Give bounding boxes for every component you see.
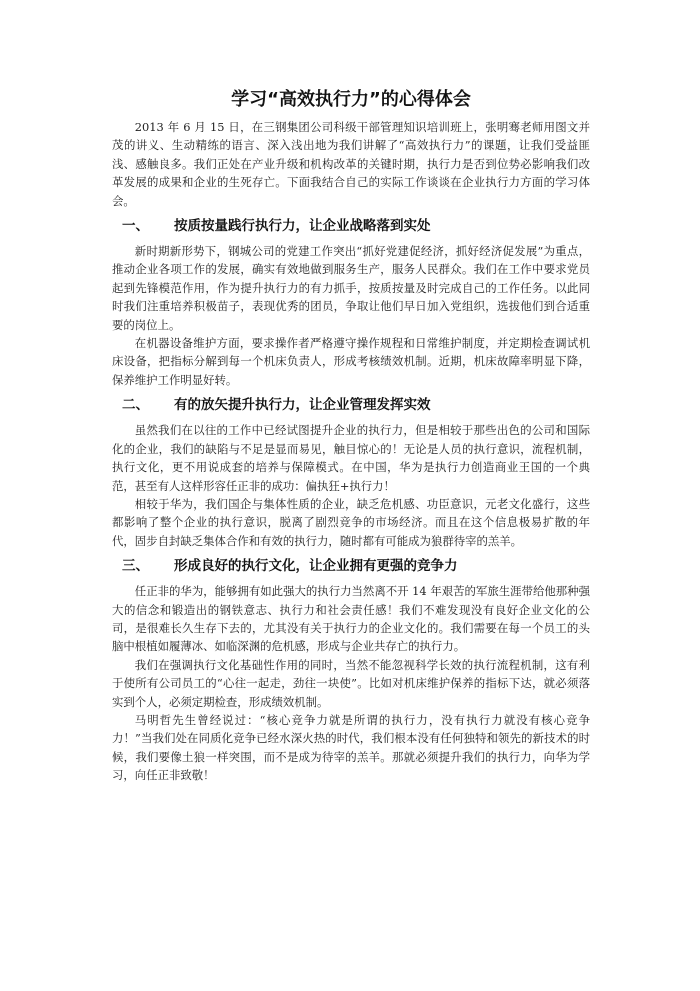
section-heading-text: 形成良好的执行文化，让企业拥有更强的竞争力 — [174, 558, 458, 575]
section-heading-text: 有的放矢提升执行力，让企业管理发挥实效 — [174, 397, 431, 414]
section-paragraph: 虽然我们在以往的工作中已经试图提升企业的执行力，但是相较于那些出色的公司和国际化的企业，我们的缺陷与不足是显而易见，触目惊心的！无论是人员的执行意识，流程机制，执行文化，更不用说成套的培养与保障模式。在中国，华为是执行力创造商业王国的一个典范，甚至有人这样形容任正非的成功：偏执狂+执行力！ — [112, 423, 590, 493]
section-paragraph: 在机器设备维护方面，要求操作者严格遵守操作规程和日常维护制度，并定期检查调试机床设备，把指标分解到每一个机床负责人，形成考核绩效机制。近期，机床故障率明显下降，保养维护工作明显好转。 — [112, 336, 590, 387]
section-paragraph: 马明哲先生曾经说过：“核心竞争力就是所谓的执行力，没有执行力就没有核心竞争力！”当我们处在同质化竞争已经水深火热的时代，我们根本没有任何独特和领先的新技术的时候，我们要像土狼一样突围，而不是成为待宰的羔羊。那就必须提升我们的执行力，向华为学习，向任正非致敬！ — [112, 712, 590, 783]
document-title: 学习“高效执行力”的心得体会 — [231, 89, 471, 110]
section-heading-3 — [122, 556, 590, 576]
section-heading-2 — [122, 395, 590, 415]
section-number: 二、 — [122, 397, 149, 414]
intro-paragraph: 2013 年 6 月 15 日，在三钢集团公司科级干部管理知识培训班上，张明骞老师用图文并茂的讲义、生动精练的语言、深入浅出地为我们讲解了“高效执行力”的课题，让我们受益匪浅、感触良多。我们正处在产业升级和机构改革的关键时期，执行力是否到位势必影响我们改革发展的成果和企业的生死存亡。下面我结合自己的实际工作谈谈在企业执行力方面的学习体会。 — [112, 120, 590, 208]
section-paragraph: 任正非的华为，能够拥有如此强大的执行力当然离不开 14 年艰苦的军旅生涯带给他那种强大的信念和锻造出的钢铁意志、执行力和社会责任感！我们不难发现没有良好企业文化的公司，是很难长久生存下去的，尤其没有关于执行力的企业文化的。我们需要在每一个员工的头脑中根植如履薄冰、如临深渊的危机感，形成与企业共存亡的执行力。 — [112, 584, 590, 654]
section-heading-1 — [122, 216, 590, 236]
section-paragraph: 我们在强调执行文化基础性作用的同时，当然不能忽视科学长效的执行流程机制，这有利于使所有公司员工的“心往一起走，劲往一块使”。比如对机床维护保养的指标下达，就必须落实到个人，必须定期检查，形成绩效机制。 — [112, 657, 590, 709]
section-paragraph: 相较于华为，我们国企与集体性质的企业，缺乏危机感、功臣意识，元老文化盛行，这些都影响了整个企业的执行意识，脱离了剧烈竞争的市场经济。而且在这个信息极易扩散的年代，固步自封缺乏集体合作和有效的执行力，随时都有可能成为狼群待宰的羔羊。 — [112, 496, 590, 548]
section-heading-text: 按质按量践行执行力，让企业战略落到实处 — [174, 218, 431, 235]
section-number: 三、 — [122, 558, 149, 575]
section-number: 一、 — [122, 218, 149, 235]
section-paragraph: 新时期新形势下，钢城公司的党建工作突出“抓好党建促经济，抓好经济促发展”为重点，推动企业各项工作的发展，确实有效地做到服务生产，服务人民群众。我们在工作中要求党员起到先锋模范作用，作为提升执行力的有力抓手，按质按量及时完成自己的工作任务。以此同时我们注重培养积极苗子，表现优秀的团员，争取让他们早日加入党组织，选拔他们到合适重要的岗位上。 — [112, 244, 590, 332]
